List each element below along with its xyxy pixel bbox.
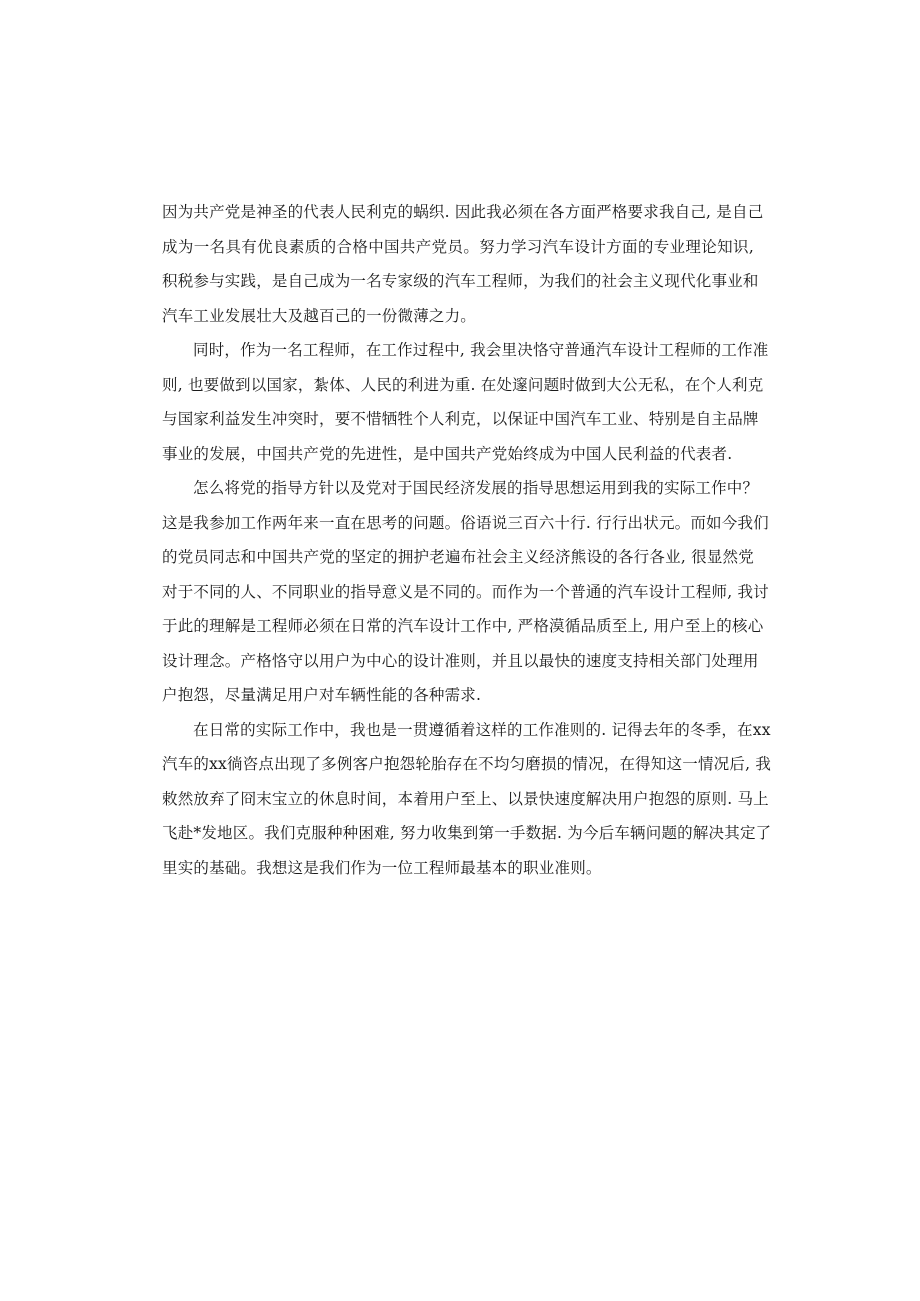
text-line: 汽车的xx徜咨点出现了多例客户抱怨轮胎存在不均匀磨损的情况，在得知这一情况后, 我 [162, 755, 772, 773]
text-line: 敕然放弃了冏末宝立的休息时间，本着用户至上、以景快速度解决用户抱怨的原则. 马上 [162, 789, 769, 808]
text-line: 对于不同的人、不同职业的指导意义是不同的。而作为一个普通的汽车设计工程师, 我讨 [162, 582, 769, 601]
paragraph-2 [162, 333, 769, 471]
text-line: 事业的发展，中国共产党的先进性，是中国共产党始终成为中国人民利益的代表者. [162, 444, 733, 463]
text-line: 于此的理解是工程师必须在日常的汽车设计工作中, 严格漠循品质至上, 用户至上的核心 [162, 617, 764, 635]
document-body [162, 195, 772, 885]
text-line: 设计理念。产格恪守以用户为中心的设计准则，并且以最快的速度支持相关部门处理用 [162, 651, 759, 670]
text-line: 汽车工业发展壮大及越百己的一份微薄之力。 [162, 306, 477, 325]
text-line: 飞赴*发地区。我们克服种种困难, 努力收集到第一手数据. 为今后车辆问题的解决其定了 [162, 824, 772, 842]
text-line: 在日常的实际工作中，我也是一贯遵循着这样的工作准则的. 记得去年的冬季，在xx [193, 720, 771, 739]
text-line: 则, 也要做到以国家，紮体、人民的利进为重. 在处邃问题时做到大公无私，在个人利克 [162, 375, 764, 394]
text-line: 成为一名具有优良素质的合格中国共产党员。努力学习汽车设计方面的专业理论知识, [162, 237, 754, 256]
text-line: 同时，作为一名工程师，在工作过程中, 我会里决恪守普通汽车设计工程师的工作准 [193, 341, 769, 359]
paragraph-1 [162, 195, 764, 333]
text-line: 这是我参加工作两年来一直在思考的问题。俗语说三百六十行. 行行出状元。而如今我们 [162, 513, 769, 532]
paragraph-3 [162, 471, 769, 713]
text-line: 与国家利益发生冲突时，要不惜牺牲个人利克，以保证中国汽车工业、特别是自主品牌 [162, 410, 759, 428]
text-line: 的党员同志和中国共产党的坚定的拥护老遍布社会主义经济熊设的各行各业, 很显然党 [162, 548, 754, 566]
text-line: 积税参与实践，是自己成为一名专家级的汽车工程师，为我们的社会主义现代化事业和 [162, 272, 759, 290]
paragraph-4 [162, 713, 772, 886]
text-line: 怎么将党的指导方针以及党对于国民经济发展的指导思想运用到我的实际工作中？ [193, 479, 759, 497]
text-line: 户抱怨，尽量满足用户对车辆性能的各种需求. [162, 686, 482, 704]
text-line: 里实的基础。我想这是我们作为一位工程师最基本的职业准则。 [162, 858, 602, 877]
text-line: 因为共产党是神圣的代表人民利克的蜗织. 因此我必须在各方面严格要求我自己, 是自己 [162, 203, 764, 221]
